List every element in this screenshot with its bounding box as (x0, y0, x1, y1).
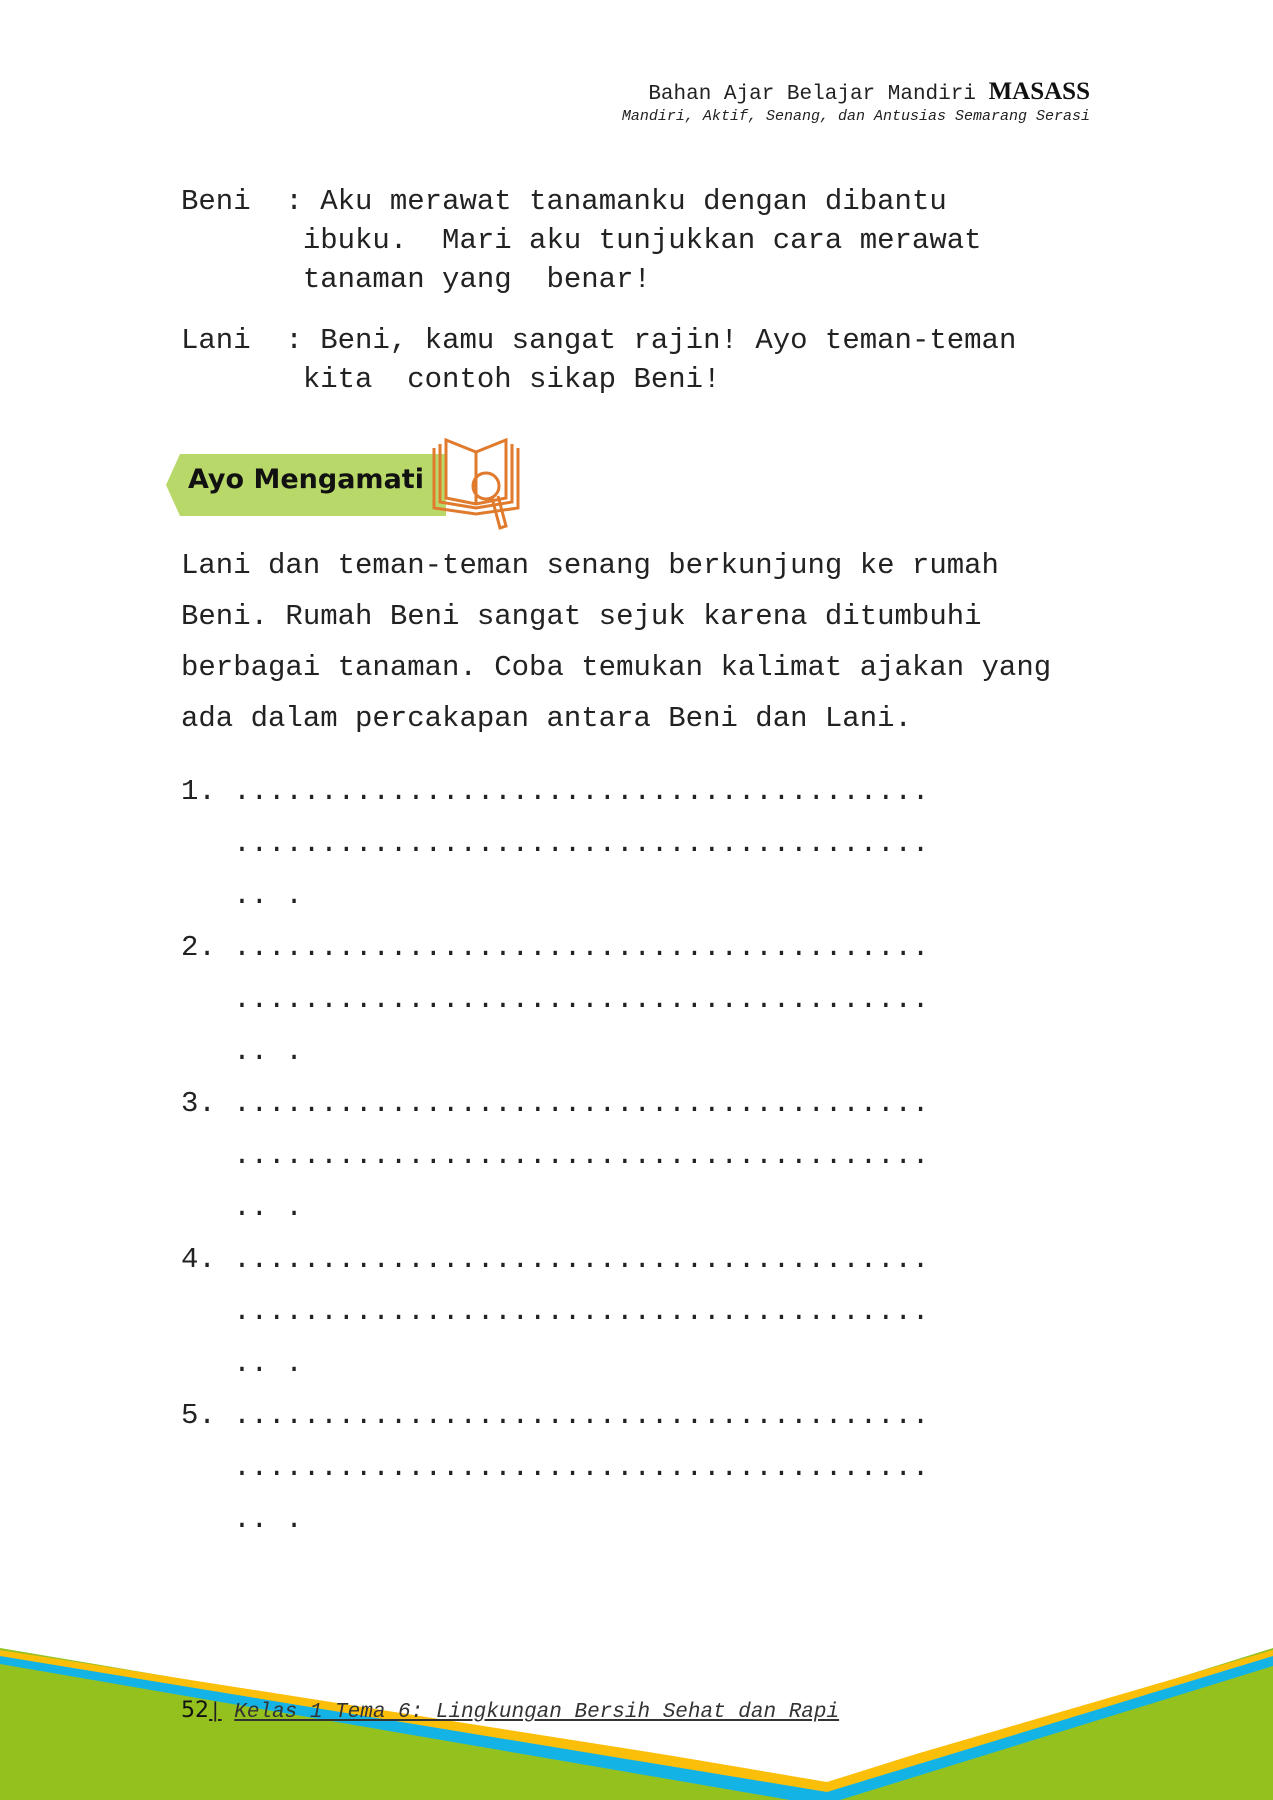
dialogue-text: Aku merawat tanamanku dengan dibantu ibuku. Mari aku tunjukkan cara merawat tanaman yang benar! (302, 185, 982, 296)
answer-number: 3. (181, 1087, 216, 1120)
answer-item[interactable] (181, 1234, 929, 1390)
dialogue-beni: Beni : Aku merawat tanamanku dengan dibantu ibuku. Mari aku tunjukkan cara merawat tanaman yang benar! (181, 185, 982, 296)
answer-number: 1. (181, 775, 216, 808)
dialogue-text: Beni, kamu sangat rajin! Ayo teman-teman kita contoh sikap Beni! (302, 324, 1017, 396)
answer-item[interactable] (181, 766, 929, 922)
header-title (648, 78, 1090, 106)
dialogue-lani: Lani : Beni, kamu sangat rajin! Ayo teman-teman kita contoh sikap Beni! (181, 324, 1017, 396)
speaker: Lani (181, 324, 251, 357)
answer-number: 5. (181, 1399, 216, 1432)
answer-number: 2. (181, 931, 216, 964)
page-number: 52 (181, 1698, 209, 1723)
footer-separator: | (209, 1701, 222, 1724)
header-title-text: Bahan Ajar Belajar Mandiri (648, 83, 976, 106)
answer-item[interactable] (181, 1078, 929, 1234)
answer-lines: ........................................ ........................................ .. . (233, 1087, 930, 1224)
answer-lines: ........................................ ........................................ .. . (233, 931, 930, 1068)
answer-number: 4. (181, 1243, 216, 1276)
section-title: Ayo Mengamati (188, 464, 424, 495)
header-subtitle: Mandiri, Aktif, Senang, dan Antusias Semarang Serasi (621, 108, 1090, 125)
answer-lines: ........................................ ........................................ .. . (233, 1399, 930, 1536)
instruction-paragraph: Lani dan teman-teman senang berkunjung ke rumah Beni. Rumah Beni sangat sejuk karena ditumbuhi berbagai tanaman. Coba temukan kalimat ajakan yang ada dalam percakapan antara Beni dan Lani. (181, 549, 1052, 735)
footer (181, 1698, 839, 1724)
section-badge (166, 436, 536, 536)
answer-lines: ........................................ ........................................ .. . (233, 775, 930, 912)
footer-title: Kelas 1 Tema 6: Lingkungan Bersih Sehat dan Rapi (234, 1701, 840, 1724)
answer-item[interactable] (181, 922, 929, 1078)
speaker: Beni (181, 185, 251, 218)
brand: MASASS (988, 78, 1090, 105)
book-magnifier-icon (426, 436, 536, 536)
answer-item[interactable] (181, 1390, 929, 1546)
answer-list (181, 766, 929, 1546)
answer-lines: ........................................ ........................................ .. . (233, 1243, 930, 1380)
